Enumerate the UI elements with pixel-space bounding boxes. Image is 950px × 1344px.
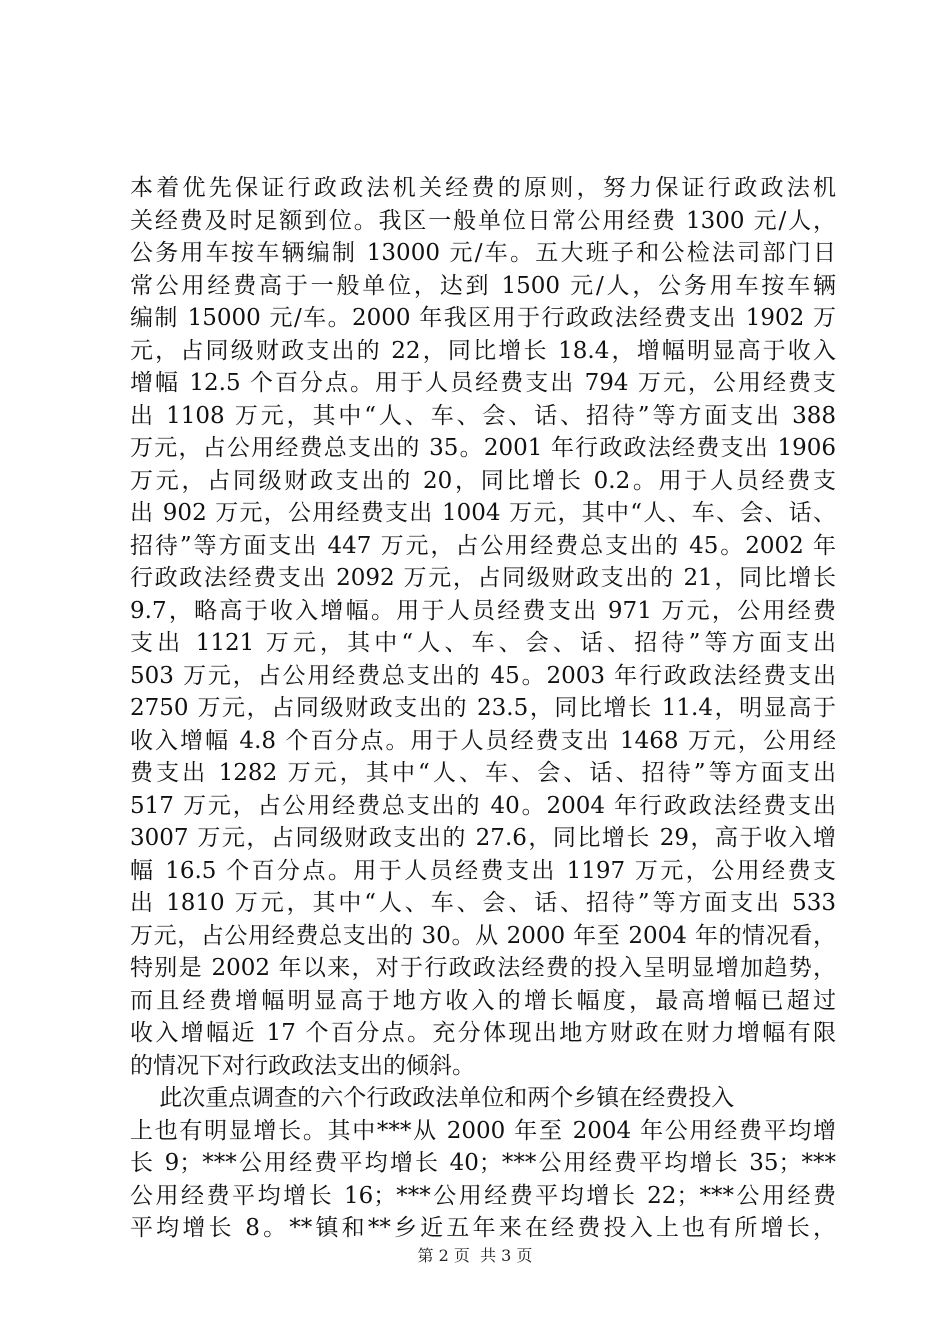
text-line: 万元，占公用经费总支出的 30。从 2000 年至 2004 年的情况看，: [130, 922, 836, 949]
text-line: 517 万元，占公用经费总支出的 40。2004 年行政政法经费支出: [130, 792, 836, 819]
text-line: 行政政法经费支出 2092 万元，占同级财政支出的 21，同比增长: [130, 565, 836, 591]
text-line: 503 万元，占公用经费总支出的 45。2003 年行政政法经费支出: [130, 662, 836, 689]
text-line: 本着优先保证行政政法机关经费的原则，努力保证行政政法机: [130, 175, 836, 201]
text-line: 出 1108 万元，其中“人、车、会、话、招待”等方面支出 388: [130, 402, 836, 429]
text-line: 收入增幅近 17 个百分点。充分体现出地方财政在财力增幅有限: [130, 1020, 836, 1046]
text-line: 增幅 12.5 个百分点。用于人员经费支出 794 万元，公用经费支: [130, 370, 836, 396]
text-line: 招待”等方面支出 447 万元，占公用经费总支出的 45。2002 年: [130, 532, 836, 559]
text-line: 幅 16.5 个百分点。用于人员经费支出 1197 万元，公用经费支: [130, 857, 836, 884]
text-line: 平均增长 8。**镇和**乡近五年来在经费投入上也有所增长，: [130, 1215, 836, 1241]
text-line: 公用经费平均增长 16；***公用经费平均增长 22；***公用经费: [130, 1182, 836, 1209]
text-line: 公务用车按车辆编制 13000 元/车。五大班子和公检法司部门日: [130, 240, 836, 266]
text-line: 收入增幅 4.8 个百分点。用于人员经费支出 1468 万元，公用经: [130, 727, 836, 754]
text-line: 出 1810 万元，其中“人、车、会、话、招待”等方面支出 533: [130, 890, 836, 916]
text-line: 常公用经费高于一般单位，达到 1500 元/人，公务用车按车辆: [130, 272, 836, 299]
text-line: 万元，占同级财政支出的 20，同比增长 0.2。用于人员经费支: [130, 467, 836, 494]
text-line: 上也有明显增长。其中***从 2000 年至 2004 年公用经费平均增: [130, 1117, 836, 1144]
paragraph-1: [130, 172, 836, 1082]
text-line: 长 9；***公用经费平均增长 40；***公用经费平均增长 35；***: [130, 1150, 836, 1176]
text-line: 出 902 万元，公用经费支出 1004 万元，其中“人、车、会、话、: [130, 500, 836, 526]
text-line: 此次重点调查的六个行政政法单位和两个乡镇在经费投入: [130, 1085, 735, 1111]
text-line: 关经费及时足额到位。我区一般单位日常公用经费 1300 元/人，: [130, 207, 836, 234]
text-line: 的情况下对行政政法支出的倾斜。: [130, 1052, 475, 1079]
text-line: 费支出 1282 万元，其中“人、车、会、话、招待”等方面支出: [130, 760, 836, 786]
page-number-footer: 第 2 页 共 3 页: [417, 1246, 533, 1265]
text-line: 而且经费增幅明显高于地方收入的增长幅度，最高增幅已超过: [130, 987, 836, 1014]
document-body: [130, 172, 836, 1245]
text-line: 支出 1121 万元，其中“人、车、会、话、招待”等方面支出: [130, 630, 836, 656]
text-line: 3007 万元，占同级财政支出的 27.6，同比增长 29，高于收入增: [130, 825, 836, 851]
text-line: 元，占同级财政支出的 22，同比增长 18.4，增幅明显高于收入: [130, 337, 836, 364]
text-line: 万元，占公用经费总支出的 35。2001 年行政政法经费支出 1906: [130, 435, 836, 461]
text-line: 9.7，略高于收入增幅。用于人员经费支出 971 万元，公用经费: [130, 597, 836, 624]
text-line: 特别是 2002 年以来，对于行政政法经费的投入呈明显增加趋势，: [130, 955, 836, 981]
text-line: 编制 15000 元/车。2000 年我区用于行政政法经费支出 1902 万: [130, 305, 836, 331]
text-line: 2750 万元，占同级财政支出的 23.5，同比增长 11.4，明显高于: [130, 695, 836, 721]
paragraph-2: [130, 1082, 836, 1245]
